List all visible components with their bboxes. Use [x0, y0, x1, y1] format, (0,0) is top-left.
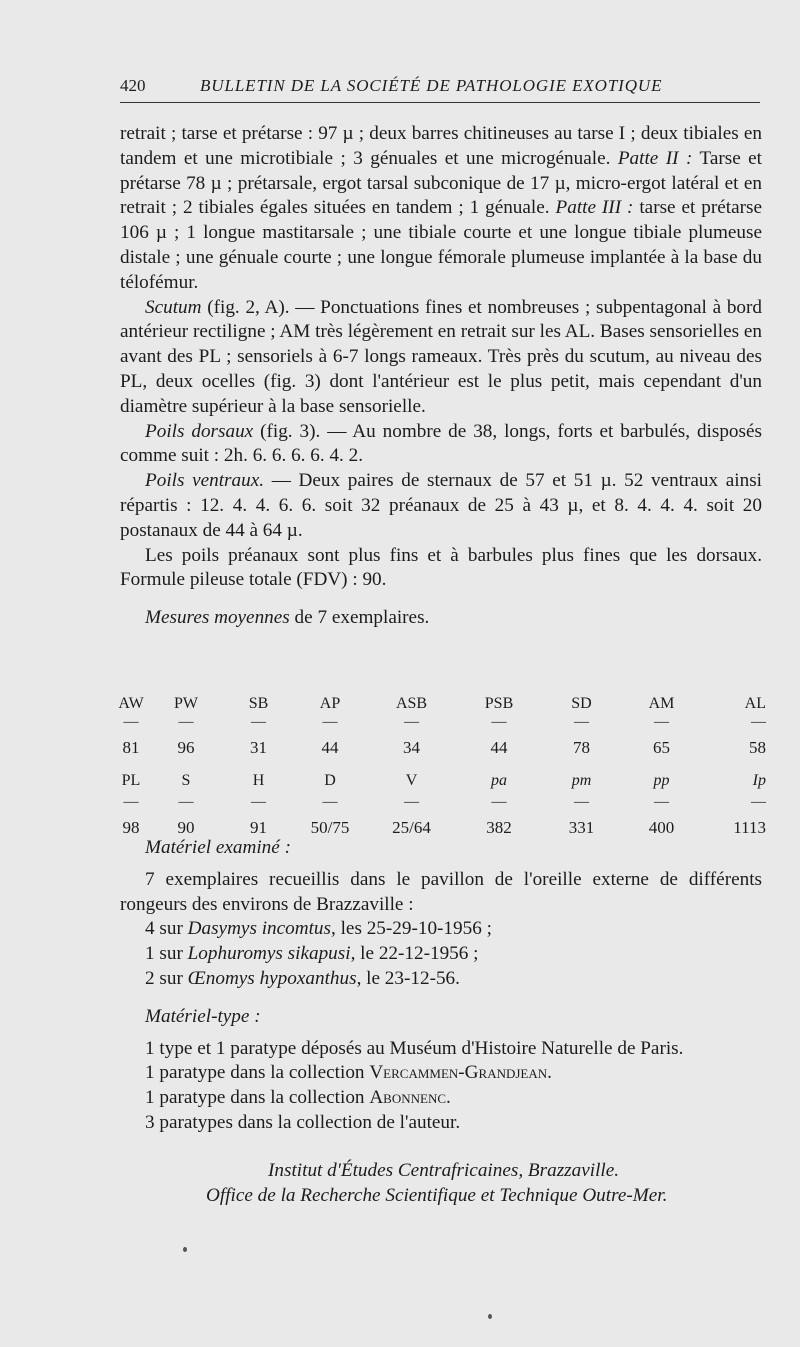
collector-name: Vercammen-Grandjean [369, 1062, 548, 1084]
dash: — [123, 794, 139, 810]
type-line-end: . [547, 1062, 552, 1084]
type-line [120, 1086, 762, 1111]
legs-text-e: tarse et prétarse 106 µ ; 1 longue mastitarsale ; une tibiale courte et une longue tibiale plumeuse distale ; une génuale courte ; une longue fémorale plumeuse implantée à la base du télofémur. [120, 197, 762, 293]
header-cell: Ip [752, 772, 766, 789]
institution-line-2: Office de la Recherche Scientifique et Technique Outre-Mer. [206, 1185, 668, 1206]
ventral-paragraph [120, 469, 762, 543]
dash: — [574, 714, 589, 730]
page-number: 420 [120, 76, 146, 95]
print-speck [488, 1314, 492, 1319]
material-item [120, 967, 762, 992]
ventral-text: — Deux paires de sternaux de 57 et 51 µ. 52 ventraux ainsi répartis : 12. 4. 4. 6. 6. soit 32 préanaux de 25 à 43 µ, et 8. 4. 4. 4. soit 20 postanaux de 44 à 64 µ. [120, 470, 762, 541]
value-cell: 78 [573, 738, 590, 757]
dash: — [322, 714, 338, 730]
header-cell: PW [174, 694, 198, 712]
value-cell: 44 [490, 738, 508, 757]
value-cell: 34 [403, 738, 420, 757]
dash: — [751, 794, 766, 810]
value-cell: 65 [653, 738, 670, 757]
material-item [120, 917, 762, 942]
journal-title: BULLETIN DE LA SOCIÉTÉ DE PATHOLOGIE EXOTIQUE [200, 76, 663, 95]
dorsal-text: (fig. 3). — Au nombre de 38, longs, forts et barbulés, disposés comme suit : 2h. 6. 6. 6. 6. 4. 2. [120, 420, 762, 467]
value-cell: 44 [321, 738, 339, 757]
header-cell: D [324, 772, 336, 789]
body-text [120, 122, 762, 631]
value-cell: 96 [177, 738, 195, 757]
measures-heading-rest: de 7 exemplaires. [289, 607, 430, 629]
header-cell: pa [491, 772, 507, 789]
dash: — [491, 714, 507, 730]
measures-heading-italic: Mesures moyennes [145, 607, 290, 629]
material-heading: Matériel examiné : [145, 837, 291, 858]
header-cell: pm [571, 772, 592, 789]
dash: — [123, 714, 139, 730]
header-cell: SB [248, 694, 269, 712]
legs-text-a: retrait ; tarse et prétarse : 97 µ ; deux barres chitineuses au tarse I ; deux tibiales en tandem et une microtibiale ; 3 génuales et une microgénuale. [120, 123, 762, 169]
material-section [120, 836, 762, 1136]
header-cell: PL [121, 772, 141, 789]
header-cell: AL [744, 694, 766, 712]
species-name: Lophuromys sikapusi [187, 943, 351, 965]
dorsal-paragraph [120, 420, 762, 470]
institution-line-1: Institut d'Études Centrafricaines, Brazzaville. [268, 1160, 620, 1181]
collector-name: Abonnenc [369, 1087, 447, 1109]
item-date: , le 22-12-1956 ; [350, 943, 479, 965]
value-cell: 81 [122, 738, 140, 757]
table-header-row-2 [116, 767, 766, 795]
type-material-heading: Matériel-type : [145, 1005, 261, 1027]
item-date: , le 23-12-56. [356, 967, 460, 989]
dash: — [654, 794, 669, 810]
dash: — [178, 794, 194, 810]
print-speck [183, 1247, 187, 1252]
header-cell: SD [571, 694, 592, 712]
header-cell: V [405, 772, 418, 789]
value-cell: 1113 [733, 818, 766, 837]
value-cell: 382 [486, 818, 512, 837]
header-cell: AM [648, 694, 675, 712]
ventral-label: Poils ventraux. [145, 470, 265, 492]
table-dash-row-2 [116, 795, 766, 809]
measurements-table [116, 692, 766, 847]
type-line: 3 paratypes dans la collection de l'auteur. [145, 1111, 461, 1133]
value-cell: 25/64 [392, 818, 431, 837]
dash: — [491, 794, 507, 810]
dorsal-label: Poils dorsaux [145, 420, 254, 442]
type-line-end: . [446, 1087, 451, 1109]
preanal-paragraph: Les poils préanaux sont plus fins et à barbules plus fines que les dorsaux. Formule pileuse totale (FDV) : 90. [120, 544, 762, 591]
value-cell: 31 [250, 738, 267, 757]
value-cell: 98 [122, 818, 140, 837]
dash: — [751, 714, 766, 730]
item-count: 2 sur [145, 967, 188, 989]
scutum-label: Scutum [145, 296, 202, 318]
value-cell: 90 [177, 818, 195, 837]
scutum-paragraph [120, 296, 762, 420]
species-name: Dasymys incomtus [187, 918, 331, 940]
dash: — [178, 714, 194, 730]
header-cell: S [181, 772, 191, 789]
material-item [120, 942, 762, 967]
dash: — [574, 794, 589, 810]
header-cell: PSB [484, 694, 514, 712]
value-cell: 91 [250, 818, 267, 837]
value-cell: 331 [568, 818, 595, 837]
scutum-text: (fig. 2, A). — Ponctuations fines et nombreuses ; subpentagonal à bord antérieur rectiligne ; AM très légèrement en retrait sur les AL. Bases sensorielles en avant des PL ; sensoriels à 6-7 longs rameaux. Très près du scutum, au niveau des PL, deux ocelles (fig. 3) dont l'antérieur est le plus petit, mais cependant d'un diamètre supérieur à la base sensorielle. [120, 296, 762, 417]
table-header-row-1 [116, 692, 766, 715]
type-line-text: 1 paratype dans la collection [145, 1087, 370, 1109]
legs-text-c: Tarse et prétarse 78 µ ; prétarsale, ergot tarsal subconique de 17 µ, micro-ergot latéral et en retrait ; 2 tibiales égales situées en tandem ; 1 génuale. [120, 147, 762, 219]
header-cell: AP [319, 694, 341, 712]
type-line: 1 type et 1 paratype déposés au Muséum d'Histoire Naturelle de Paris. [145, 1037, 684, 1059]
header-cell: ASB [395, 694, 428, 712]
header-cell: pp [653, 772, 670, 789]
leg-iii-label: Patte III : [555, 197, 634, 219]
item-count: 1 sur [145, 943, 188, 965]
type-line-text: 1 paratype dans la collection [145, 1062, 370, 1084]
header-cell: AW [118, 694, 144, 712]
value-cell: 50/75 [310, 818, 350, 837]
species-name: Œnomys hypoxanthus [187, 967, 357, 989]
legs-paragraph [120, 122, 762, 296]
table-dash-row-1 [116, 715, 766, 729]
item-count: 4 sur [145, 918, 188, 940]
dash: — [404, 794, 419, 810]
type-line [120, 1061, 762, 1086]
dash: — [251, 794, 266, 810]
leg-ii-label: Patte II : [617, 147, 693, 169]
measures-heading [120, 606, 762, 631]
running-header [120, 76, 760, 103]
header-cell: H [252, 772, 265, 789]
material-intro: 7 exemplaires recueillis dans le pavillon de l'oreille externe de différents rongeurs des environs de Brazzaville : [120, 868, 762, 915]
dash: — [404, 714, 419, 730]
dash: — [654, 714, 669, 730]
value-cell: 58 [749, 738, 766, 757]
dash: — [251, 714, 266, 730]
value-cell: 400 [648, 818, 675, 837]
item-date: , les 25-29-10-1956 ; [331, 918, 492, 940]
table-value-row-1 [116, 729, 766, 767]
dash: — [322, 794, 338, 810]
